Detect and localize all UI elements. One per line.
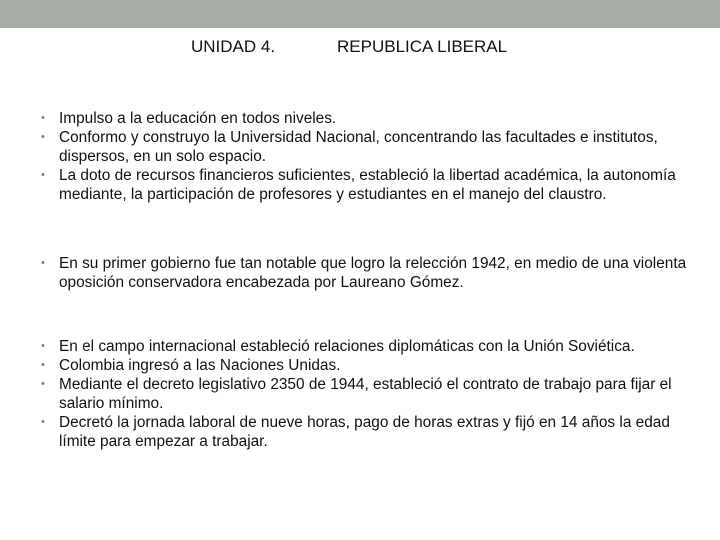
bullet-item — [41, 337, 701, 356]
bullet-item — [41, 166, 701, 204]
bullet-dot-icon: • — [41, 378, 45, 390]
bullet-text: Decretó la jornada laboral de nueve horas, pago de horas extras y fijó en 14 años la edad límite para empezar a trabajar. — [59, 414, 670, 450]
bullet-item — [41, 109, 701, 128]
bullet-text: Impulso a la educación en todos niveles. — [59, 110, 337, 127]
bullet-item — [41, 254, 701, 292]
bullet-dot-icon: • — [41, 416, 45, 428]
bullet-list-reelection — [41, 254, 701, 292]
bullet-dot-icon: • — [41, 340, 45, 352]
bullet-dot-icon: • — [41, 112, 45, 124]
bullet-dot-icon: • — [41, 257, 45, 269]
bullet-text: Colombia ingresó a las Naciones Unidas. — [59, 357, 341, 374]
bullet-dot-icon: • — [41, 359, 45, 371]
bullet-item — [41, 128, 701, 166]
bullet-text: La doto de recursos financieros suficientes, estableció la libertad académica, la autonomía mediante, la participación de profesores y estudiantes en el manejo del claustro. — [59, 167, 676, 203]
bullet-list-education — [41, 109, 701, 204]
bullet-list-international — [41, 337, 701, 451]
bullet-item — [41, 356, 701, 375]
bullet-text: Mediante el decreto legislativo 2350 de 1944, estableció el contrato de trabajo para fijar el salario mínimo. — [59, 376, 672, 412]
slide-title-topic: REPUBLICA LIBERAL — [337, 37, 508, 56]
slide-title-unit: UNIDAD 4. — [191, 37, 276, 56]
top-banner-bar — [0, 0, 720, 28]
bullet-text: Conformo y construyo la Universidad Nacional, concentrando las facultades e institutos, dispersos, en un solo espacio. — [59, 129, 658, 165]
bullet-item — [41, 375, 701, 413]
bullet-item — [41, 413, 701, 451]
bullet-dot-icon: • — [41, 169, 45, 181]
bullet-text: En su primer gobierno fue tan notable que logro la relección 1942, en medio de una violenta oposición conservadora encabezada por Laureano Gómez. — [59, 255, 687, 291]
bullet-dot-icon: • — [41, 131, 45, 143]
bullet-text: En el campo internacional estableció relaciones diplomáticas con la Unión Soviética. — [59, 338, 635, 355]
